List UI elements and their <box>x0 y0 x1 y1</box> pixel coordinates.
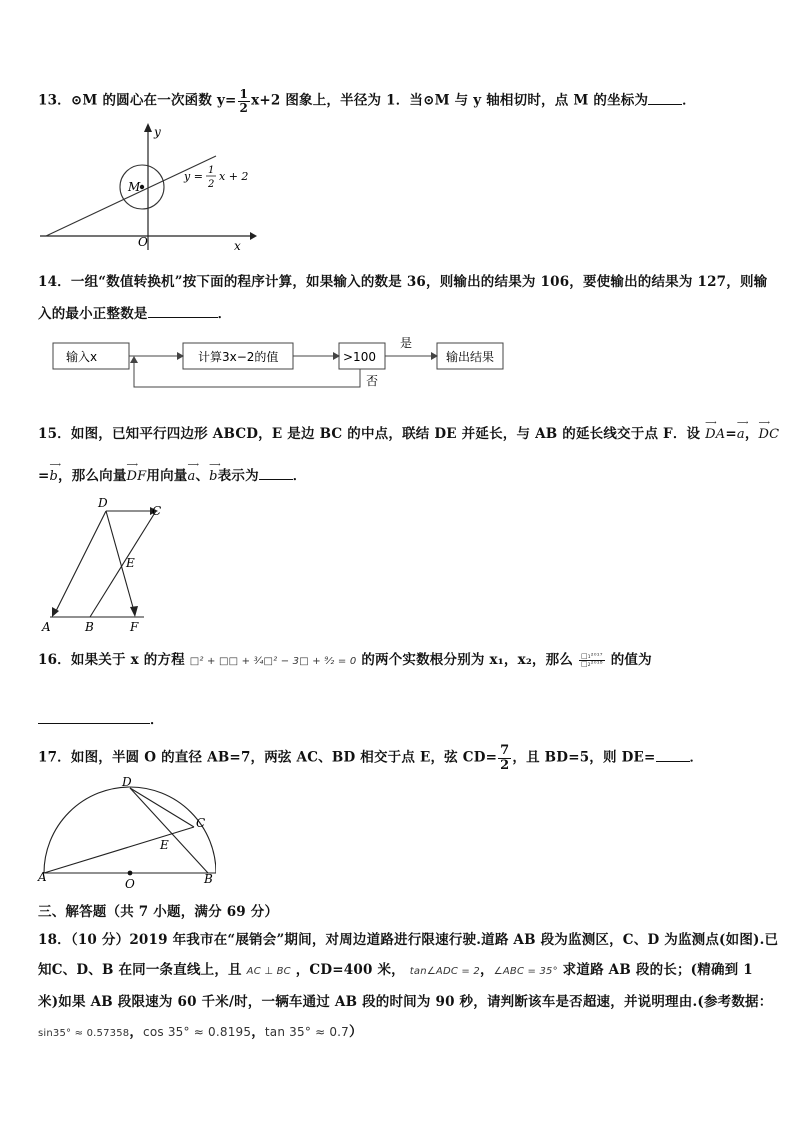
q16-answer-blank <box>38 723 150 724</box>
q13-number: 13． <box>38 92 71 109</box>
q14-answer-blank <box>148 317 218 318</box>
vector-b: ⟶ b <box>50 469 59 484</box>
flow-output-label: 输出结果 <box>446 350 495 364</box>
vector-DC: ⟶ DC <box>759 427 780 442</box>
q15-label-C: C <box>152 504 162 518</box>
q18-ref-tan: tan 35° ≈ 0.7 <box>264 1025 350 1039</box>
q18-angle: ∠ABC = 35° <box>493 966 558 977</box>
q14-flowchart <box>50 335 510 395</box>
q18-tan: tan∠ADC = 2 <box>409 966 480 977</box>
q13-x-label: x <box>234 239 241 253</box>
q15-label-F: F <box>130 620 139 634</box>
q13-fraction: $\frac{1}{2}$ <box>239 87 249 115</box>
flow-yes-label: 是 <box>400 336 413 350</box>
q13-eq-n: 1 <box>208 165 215 176</box>
q17-label-E: E <box>160 838 169 852</box>
q17-fraction: $\frac{7}{2}$ <box>500 743 510 773</box>
question-13-text: 13．⊙M 的圆心在一次函数 y= $\frac{1}{2}$ x+2 图象上，半径为 1．当⊙M 与 y 轴相切时，点 M 的坐标为 ． <box>38 87 696 115</box>
q15-label-E: E <box>126 556 135 570</box>
q13-eq-b: x + 2 <box>219 170 249 183</box>
question-17-text: 17．如图，半圆 O 的直径 AB=7，两弦 AC、BD 相交于点 E，弦 CD= $\frac{7}{2}$ ，且 BD=5，则 DE= ． <box>38 743 704 773</box>
q13-graph-figure <box>38 118 258 253</box>
question-18-line3: 米)如果 AB 段限速为 60 千米/时，一辆车通过 AB 段的时间为 90 秒，请判断该车是否超速，并说明理由.(参考数据： <box>38 994 773 1010</box>
q13-text-a: ⊙M 的圆心在一次函数 y= <box>70 92 237 109</box>
q13-origin-label: O <box>138 235 148 249</box>
q17-answer-blank <box>656 761 690 762</box>
q13-text-b: x+2 图象上，半径为 1．当⊙M 与 y 轴相切时，点 M 的坐标为 <box>251 92 649 109</box>
q18-perp: AC ⊥ BC <box>246 966 291 977</box>
flow-compare-label: >100 <box>343 350 376 364</box>
q15-label-A: A <box>42 620 51 634</box>
question-18-line2: 知C、D、B 在同一条直线上，且 AC ⊥ BC ，CD=400 米， tan∠ADC = 2，∠ABC = 35° 求道路 AB 段的长；(精确到 1 <box>38 962 753 978</box>
vector-b-2: ⟶ b <box>209 469 218 484</box>
q16-equation: □² + □□ + ¾□² − 3□ + ⁹⁄₂ = 0 <box>189 656 357 667</box>
question-18-line1: 18．（10 分）2019 年我市在“展销会”期间，对周边道路进行限速行驶.道路 AB 段为监测区，C、D 为监测点(如图).已 <box>38 932 779 948</box>
q17-label-D: D <box>122 775 132 789</box>
flow-compute-label: 计算3x−2的值 <box>198 350 279 364</box>
vector-DA: ⟶ DA <box>705 427 725 442</box>
q13-point-label: M <box>128 180 141 194</box>
vector-DF: ⟶ DF <box>127 469 147 484</box>
question-18-line4: sin35° ≈ 0.57358，cos 35° ≈ 0.8195，tan 35° ≈ 0.7） <box>38 1024 363 1040</box>
flow-no-label: 否 <box>366 374 379 388</box>
q17-label-C: C <box>196 816 206 830</box>
question-16-text: 16．如果关于 x 的方程 □² + □□ + ¾□² − 3□ + ⁹⁄₂ = 0 的两个实数根分别为 x₁，x₂，那么 $\frac{\text{□₁²⁰¹⁷}}{\text{□₂²⁰¹⁸}}$ 的值为 <box>38 651 652 668</box>
q17-label-O: O <box>125 877 135 890</box>
q15-answer-blank <box>259 479 293 480</box>
q17-semicircle-figure <box>36 775 216 890</box>
q15-label-B: B <box>85 620 94 634</box>
question-14-line1: 14．一组“数值转换机”按下面的程序计算，如果输入的数是 36，则输出的结果为 106，要使输出的结果为 127，则输 <box>38 274 768 290</box>
q17-label-A: A <box>38 870 47 884</box>
flow-input-label: 输入x <box>66 350 98 364</box>
vector-a-2: ⟶ a <box>188 469 196 484</box>
q13-eq-d: 2 <box>208 179 215 190</box>
q15-parallelogram-figure <box>38 495 178 635</box>
section-3-heading: 三、解答题（共 7 小题，满分 69 分） <box>38 904 279 920</box>
q15-label-D: D <box>98 496 108 510</box>
q16-answer-line: ． <box>38 708 164 728</box>
q18-ref-cos: cos 35° ≈ 0.8195 <box>143 1025 252 1039</box>
question-15-line2: =⟶ b，那么向量⟶ DF用向量⟶ a、⟶ b表示为 ． <box>38 464 307 484</box>
vector-a: ⟶ a <box>737 427 745 442</box>
q13-y-label: y <box>154 125 161 139</box>
q17-label-B: B <box>204 872 213 886</box>
question-15-line1: 15．如图，已知平行四边形 ABCD，E 是边 BC 的中点，联结 DE 并延长，与 AB 的延长线交于点 F．设 ⟶ DA=⟶ a，⟶ DC <box>38 422 779 442</box>
q13-eq-a: y = <box>184 170 203 183</box>
question-14-line2: 入的最小正整数是 ． <box>38 306 232 322</box>
q16-ratio: $\frac{\text{□₁²⁰¹⁷}}{\text{□₂²⁰¹⁸}}$ <box>580 651 603 668</box>
q13-answer-blank <box>648 104 682 105</box>
q18-ref-sin: sin35° ≈ 0.57358 <box>38 1028 130 1039</box>
